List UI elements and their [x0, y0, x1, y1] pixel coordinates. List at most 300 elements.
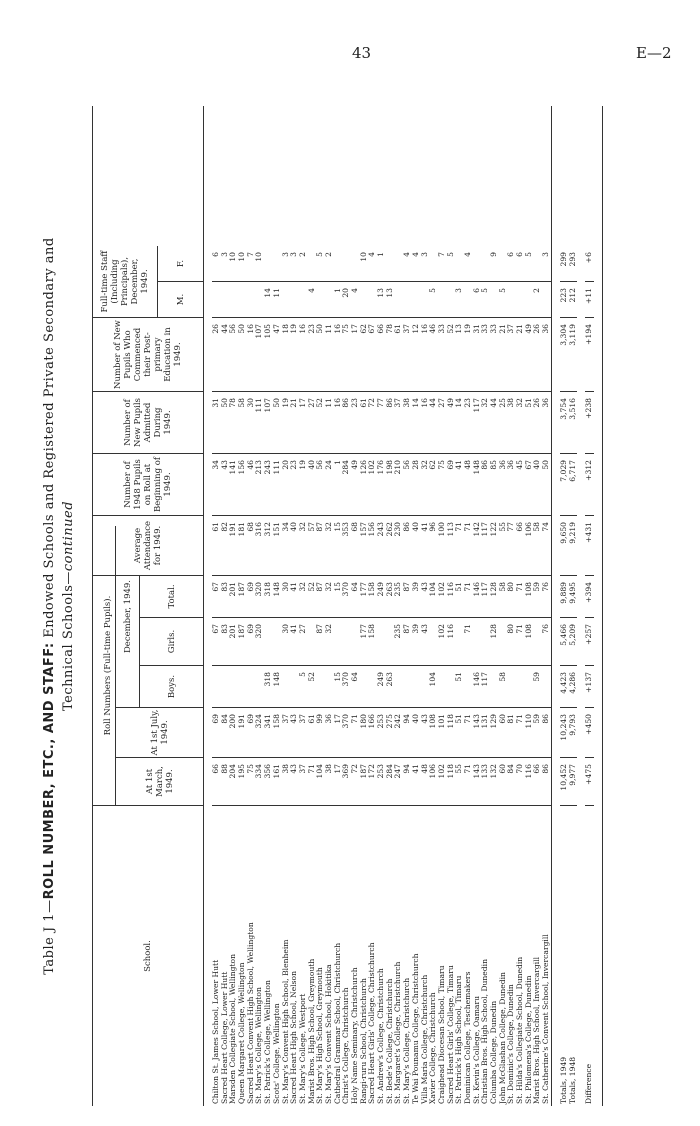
cell-value: 77 [377, 392, 386, 454]
cell-value: 40 [533, 454, 542, 516]
row-label: St. Patrick's College, Wellington [263, 980, 273, 1104]
cell-value: 32 [516, 392, 525, 454]
cell-value: 60 [499, 708, 508, 758]
cell-value [221, 666, 230, 708]
cell-value: 13 [386, 282, 395, 318]
row-label: Villa Maria College, Christchurch [419, 974, 429, 1104]
cell-value: 49 [447, 392, 456, 454]
cell-value: 223 [560, 282, 569, 318]
row-label: St. Patrick's High School, Timaru [454, 975, 464, 1104]
cell-value: 146 [473, 666, 482, 708]
cell-value: +6 [585, 246, 594, 282]
table-row [386, 106, 395, 1106]
row-label: Dominican College, Teschemakers [462, 971, 472, 1104]
cell-value: 16 [299, 318, 308, 392]
cell-value: 83 [221, 618, 230, 666]
cell-value: 30 [247, 392, 256, 454]
cell-value: 369 [342, 758, 351, 806]
cell-value: 5 [299, 666, 308, 708]
page-number: 43 [352, 44, 372, 62]
cell-value: 26 [533, 318, 542, 392]
table-row [334, 106, 343, 1106]
table-row [342, 106, 351, 1106]
cell-value: 61 [212, 516, 221, 576]
cell-value: 68 [247, 516, 256, 576]
cell-value [394, 282, 403, 318]
cell-value: 76 [542, 618, 551, 666]
row-label: Marist Bros. High School, Invercargill [532, 956, 542, 1104]
cell-value: 13 [455, 318, 464, 392]
header-staff-f: F. [157, 246, 203, 282]
cell-value: 148 [473, 454, 482, 516]
cell-value: 85 [490, 454, 499, 516]
cell-value: 3,304 [560, 318, 569, 392]
cell-value [247, 666, 256, 708]
cell-value: 5 [447, 246, 456, 282]
row-label: St. Mary's Convent High School, Blenheim [280, 939, 290, 1104]
cell-value: 117 [481, 576, 490, 618]
cell-value [247, 282, 256, 318]
cell-value: 71 [464, 758, 473, 806]
cell-value: 156 [368, 516, 377, 576]
cell-value: 28 [412, 454, 421, 516]
cell-value: 52 [316, 392, 325, 454]
cell-value: 77 [507, 516, 516, 576]
cell-value: 187 [360, 758, 369, 806]
cell-value: 263 [386, 576, 395, 618]
cell-value: 200 [229, 708, 238, 758]
cell-value: 6,717 [569, 454, 578, 516]
cell-value: 4,286 [569, 666, 578, 708]
cell-value: 41 [290, 576, 299, 618]
cell-value: 111 [255, 392, 264, 454]
table-row [264, 106, 273, 1106]
cell-value: 94 [403, 758, 412, 806]
cell-value: 66 [377, 318, 386, 392]
cell-value: 56 [403, 454, 412, 516]
cell-value: 3,119 [569, 318, 578, 392]
cell-value: 62 [360, 318, 369, 392]
cell-value: 51 [525, 392, 534, 454]
cell-value: 191 [238, 708, 247, 758]
cell-value: 370 [342, 666, 351, 708]
cell-value: 117 [481, 516, 490, 576]
row-label: John McGlashan College, Dunedin [497, 972, 507, 1104]
cell-value: 24 [325, 454, 334, 516]
cell-value: 52 [308, 576, 317, 618]
cell-value: 51 [455, 666, 464, 708]
cell-value: 107 [255, 318, 264, 392]
cell-value: 75 [342, 318, 351, 392]
cell-value: 23 [464, 392, 473, 454]
cell-value: 36 [499, 454, 508, 516]
cell-value: 37 [394, 392, 403, 454]
cell-value: 116 [447, 618, 456, 666]
row-label: St. Hilda's Collegiate School, Dunedin [515, 956, 525, 1104]
cell-value: 324 [255, 708, 264, 758]
cell-value: 86 [386, 392, 395, 454]
row-label: Holy Name Seminary, Christchurch [350, 967, 359, 1104]
cell-value: 102 [368, 454, 377, 516]
cell-value: 68 [351, 516, 360, 576]
cell-value [516, 666, 525, 708]
cell-value: 3 [455, 282, 464, 318]
cell-value: 71 [351, 708, 360, 758]
header-staff-group: Full-time Staff (Including Principals), December, 1949. [93, 246, 157, 318]
cell-value: 187 [238, 618, 247, 666]
cell-value: 70 [516, 758, 525, 806]
cell-value: 38 [403, 392, 412, 454]
cell-value: 99 [316, 708, 325, 758]
cell-value: 58 [499, 576, 508, 618]
cell-value: 316 [255, 516, 264, 576]
cell-value: 353 [342, 516, 351, 576]
cell-value [238, 282, 247, 318]
cell-value: 84 [507, 758, 516, 806]
cell-value: 43 [421, 576, 430, 618]
cell-value: 86 [542, 708, 551, 758]
cell-value: 69 [447, 454, 456, 516]
cell-value: 69 [247, 618, 256, 666]
cell-value: 71 [516, 708, 525, 758]
cell-value: 235 [394, 618, 403, 666]
cell-value [212, 282, 221, 318]
cell-value: 19 [290, 318, 299, 392]
cell-value: 263 [386, 666, 395, 708]
table-row [255, 106, 264, 1106]
cell-value: 204 [229, 758, 238, 806]
cell-value: 177 [360, 576, 369, 618]
cell-value: 31 [212, 392, 221, 454]
row-label: Marist Bros. High School, Greymouth [306, 958, 316, 1104]
cell-value: +257 [585, 618, 594, 666]
cell-value: 76 [542, 576, 551, 618]
cell-value: 72 [351, 758, 360, 806]
cell-value [264, 618, 273, 666]
cell-value: 67 [212, 618, 221, 666]
cell-value [282, 666, 291, 708]
header-school: School. [143, 940, 153, 972]
cell-value [403, 666, 412, 708]
cell-value: 67 [212, 576, 221, 618]
table-row [525, 106, 534, 1106]
cell-value: 46 [247, 454, 256, 516]
cell-value [438, 666, 447, 708]
row-label: Totals, 1948 [567, 1056, 577, 1104]
cell-value: 78 [229, 392, 238, 454]
cell-value: 27 [308, 392, 317, 454]
cell-value [507, 666, 516, 708]
cell-value: 12 [412, 318, 421, 392]
row-label: St. Philomena's College, Dunedin [523, 975, 533, 1104]
cell-value: 38 [282, 758, 291, 806]
cell-value: 15 [334, 666, 343, 708]
cell-value: 158 [368, 618, 377, 666]
cell-value: 59 [533, 576, 542, 618]
cell-value: 43 [221, 454, 230, 516]
cell-value: 1 [334, 282, 343, 318]
row-label: St. Mary's College, Wellington [254, 987, 264, 1104]
cell-value: 61 [308, 708, 317, 758]
row-label: St. Mary's College, Westport [297, 993, 307, 1104]
table-body [204, 106, 602, 1106]
row-label: Totals, 1949 [558, 1056, 568, 1104]
cell-value: 84 [221, 708, 230, 758]
cell-value: 51 [455, 576, 464, 618]
cell-value: 312 [264, 516, 273, 576]
cell-value: 19 [282, 392, 291, 454]
row-label: Sacred Heart Girls' College, Christchurch [367, 942, 377, 1104]
cell-value: 56 [229, 318, 238, 392]
cell-value: 10 [238, 246, 247, 282]
cell-value: 71 [455, 516, 464, 576]
cell-value: 27 [438, 392, 447, 454]
row-label: St. Andrew's College, Christchurch [376, 968, 386, 1104]
cell-value: 101 [438, 708, 447, 758]
cell-value: 4,423 [560, 666, 569, 708]
cell-value: 249 [377, 576, 386, 618]
row-label: Cathedral Grammar School, Christchurch [332, 942, 342, 1104]
cell-value: 5,466 [560, 618, 569, 666]
cell-value: 71 [516, 618, 525, 666]
cell-value: 117 [481, 666, 490, 708]
cell-value: 180 [360, 708, 369, 758]
cell-value: 19 [299, 454, 308, 516]
header-at-march: At 1st March, 1949. [115, 758, 203, 806]
cell-value: 80 [507, 576, 516, 618]
cell-value: 69 [212, 708, 221, 758]
cell-value: 55 [455, 758, 464, 806]
cell-value: +475 [585, 758, 594, 806]
cell-value [403, 282, 412, 318]
row-label: Xavier College, Christchurch [428, 992, 438, 1104]
cell-value: 14 [412, 392, 421, 454]
totals-row [569, 106, 578, 1106]
cell-value: 50 [221, 392, 230, 454]
cell-value: 100 [438, 516, 447, 576]
cell-value: 158 [273, 708, 282, 758]
cell-value: 32 [421, 454, 430, 516]
cell-value: 9,793 [569, 708, 578, 758]
cell-value: 19 [464, 318, 473, 392]
cell-value: 50 [238, 318, 247, 392]
cell-value: 157 [360, 516, 369, 576]
cell-value: 41 [421, 516, 430, 576]
cell-value: 111 [273, 454, 282, 516]
cell-value: 16 [334, 318, 343, 392]
header-girls: Girls. [139, 618, 203, 666]
cell-value: 1 [334, 454, 343, 516]
cell-value: 210 [394, 454, 403, 516]
cell-value [342, 246, 351, 282]
cell-value: 9,495 [569, 576, 578, 618]
cell-value: 71 [464, 576, 473, 618]
table-row [447, 106, 456, 1106]
cell-value: 334 [255, 758, 264, 806]
cell-value: 161 [273, 758, 282, 806]
cell-value: 26 [212, 318, 221, 392]
cell-value: 9,219 [569, 516, 578, 576]
cell-value: 102 [438, 576, 447, 618]
cell-value: 58 [238, 392, 247, 454]
rotated-table-page [40, 106, 690, 1106]
cell-value: 40 [412, 516, 421, 576]
cell-value: 3,516 [569, 392, 578, 454]
row-label: Marsden Collegiate School, Wellington [228, 954, 238, 1104]
cell-value: 17 [334, 758, 343, 806]
cell-value: 10 [255, 246, 264, 282]
cell-value: 37 [299, 708, 308, 758]
row-label: Difference [584, 1063, 594, 1104]
cell-value: 33 [438, 318, 447, 392]
cell-value: 253 [377, 758, 386, 806]
cell-value: 43 [290, 708, 299, 758]
cell-value: 60 [499, 758, 508, 806]
cell-value: 177 [360, 618, 369, 666]
cell-value: 242 [394, 708, 403, 758]
cell-value: 118 [447, 708, 456, 758]
cell-value: 172 [368, 758, 377, 806]
cell-value: 40 [412, 708, 421, 758]
cell-value: 82 [221, 516, 230, 576]
cell-value: 34 [282, 516, 291, 576]
roll-number-table [92, 106, 603, 1106]
cell-value: 247 [394, 758, 403, 806]
cell-value: 48 [421, 758, 430, 806]
row-label: Sacred Heart High School, Nelson [289, 970, 299, 1104]
cell-value: 102 [438, 758, 447, 806]
cell-value: 158 [368, 576, 377, 618]
row-label: Christian Bros. High School, Dunedin [480, 959, 490, 1104]
cell-value: 11 [325, 392, 334, 454]
cell-value: 17 [351, 318, 360, 392]
cell-value: 107 [264, 392, 273, 454]
cell-value: 69 [247, 708, 256, 758]
table-row [473, 106, 482, 1106]
cell-value: 284 [342, 454, 351, 516]
cell-value: 230 [394, 516, 403, 576]
cell-value: 38 [507, 392, 516, 454]
cell-value: 23 [351, 392, 360, 454]
table-row [421, 106, 430, 1106]
cell-value: 21 [516, 318, 525, 392]
cell-value: 18 [282, 318, 291, 392]
cell-value: 1 [377, 246, 386, 282]
cell-value: 131 [481, 708, 490, 758]
cell-value: 143 [473, 708, 482, 758]
cell-value: 40 [308, 454, 317, 516]
cell-value: 86 [542, 758, 551, 806]
cell-value: +137 [585, 666, 594, 708]
cell-value: 21 [290, 392, 299, 454]
cell-value: 17 [334, 708, 343, 758]
cell-value: 49 [351, 454, 360, 516]
row-label: Sacred Heart Convent High School, Wellington [245, 922, 255, 1104]
cell-value: 132 [490, 758, 499, 806]
cell-value: 6 [212, 246, 221, 282]
cell-value: 96 [429, 516, 438, 576]
cell-value: 16 [421, 318, 430, 392]
cell-value [542, 666, 551, 708]
cell-value: 2 [533, 282, 542, 318]
cell-value: 3 [221, 246, 230, 282]
cell-value: 15 [334, 516, 343, 576]
cell-value: 33 [481, 318, 490, 392]
cell-value: 32 [325, 576, 334, 618]
cell-value: 87 [316, 618, 325, 666]
cell-value: 146 [473, 576, 482, 618]
cell-value: 16 [247, 318, 256, 392]
cell-value: 40 [290, 516, 299, 576]
row-label: Columba College, Dunedin [489, 1000, 498, 1104]
cell-value: 318 [264, 666, 273, 708]
cell-value: 10,243 [560, 708, 569, 758]
cell-value [473, 618, 482, 666]
cell-value: 7,029 [560, 454, 569, 516]
row-label: St. Dominic's College, Dunedin [506, 984, 516, 1104]
cell-value: 6 [473, 282, 482, 318]
cell-value: 62 [429, 454, 438, 516]
cell-value: 61 [394, 318, 403, 392]
cell-value: 7 [438, 246, 447, 282]
cell-value: 87 [316, 516, 325, 576]
cell-value: 148 [273, 666, 282, 708]
cell-value: 32 [325, 516, 334, 576]
cell-value: 104 [429, 666, 438, 708]
cell-value: 201 [229, 618, 238, 666]
cell-value: +394 [585, 576, 594, 618]
cell-value: 262 [386, 516, 395, 576]
row-label: Chilton St. James School, Lower Hutt [211, 959, 220, 1104]
cell-value: 299 [560, 246, 569, 282]
cell-value: 5 [525, 246, 534, 282]
cell-value: 5 [316, 246, 325, 282]
cell-value: 43 [421, 708, 430, 758]
cell-value: +194 [585, 318, 594, 392]
row-label: St. Mary's College, Christchurch [402, 977, 412, 1104]
cell-value: 9 [490, 246, 499, 282]
cell-value: 176 [377, 454, 386, 516]
cell-value: 3 [421, 246, 430, 282]
difference-row [585, 106, 594, 1106]
cell-value: 32 [299, 576, 308, 618]
row-label: St. Bede's College, Christchurch [384, 978, 394, 1104]
header-new-post-primary: Number of New Pupils Who Commenced their Post-primary Education in 1949. [93, 318, 203, 392]
cell-value: 87 [403, 576, 412, 618]
cell-value: 52 [447, 318, 456, 392]
cell-value: 58 [499, 666, 508, 708]
cell-value: 370 [342, 708, 351, 758]
cell-value: 320 [255, 618, 264, 666]
cell-value: 66 [212, 758, 221, 806]
cell-value: 44 [429, 392, 438, 454]
cell-value: 67 [368, 318, 377, 392]
cell-value: 58 [533, 516, 542, 576]
cell-value: 105 [264, 318, 273, 392]
cell-value: 3,754 [560, 392, 569, 454]
cell-value: 50 [273, 392, 282, 454]
cell-value: 50 [542, 454, 551, 516]
cell-value: 243 [264, 454, 273, 516]
cell-value: 57 [308, 516, 317, 576]
page-code: E—2 [636, 44, 672, 62]
cell-value: 113 [447, 516, 456, 576]
cell-value: 235 [394, 576, 403, 618]
header-pupils-1948: Number of 1948 Pupils on Roll at Beginning of 1949. [93, 454, 203, 516]
cell-value: 59 [533, 708, 542, 758]
cell-value: 43 [290, 758, 299, 806]
cell-value: 341 [264, 708, 273, 758]
